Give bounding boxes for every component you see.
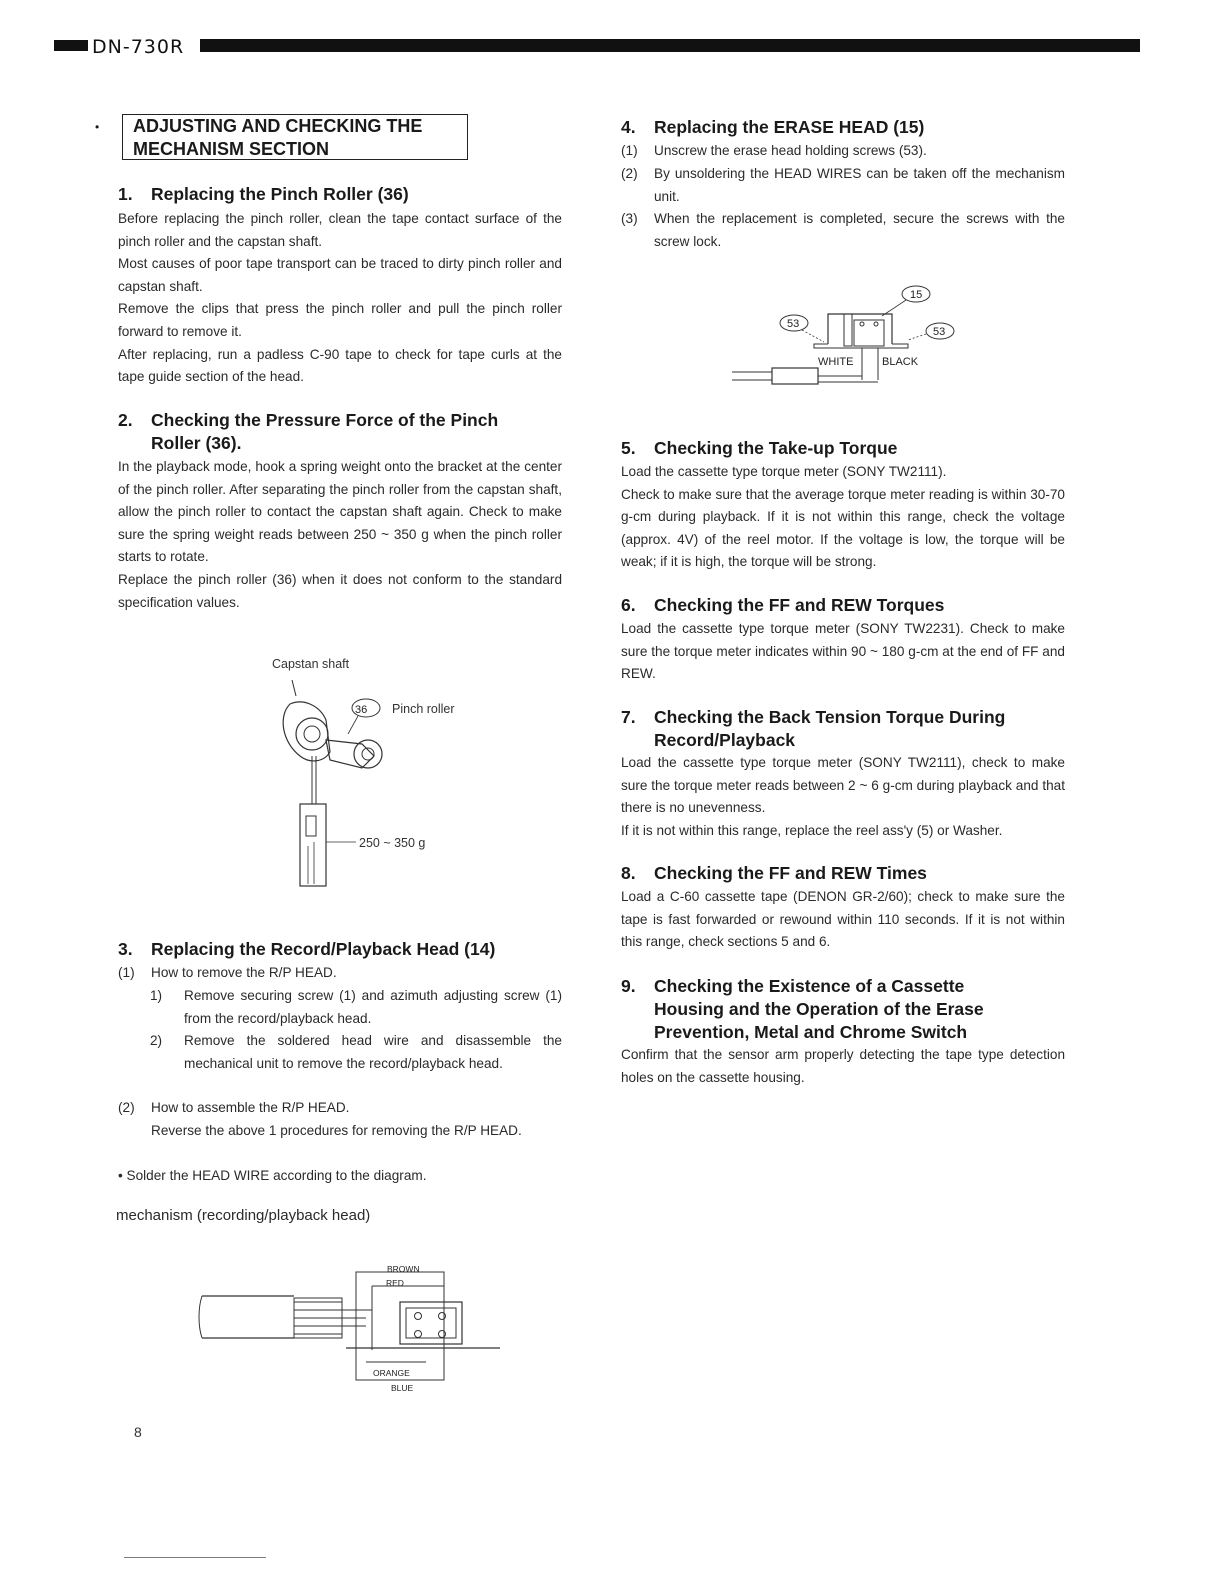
s6-para: Load the cassette type torque meter (SONY TW2231). Check to make sure the torque meter indicates within 90 ~ 180 g-cm at the end of FF and REW. (621, 621, 1065, 682)
spring-weight-label: 250 ~ 350 g (359, 836, 426, 850)
s7-body (621, 752, 1065, 842)
s4-item-2 (621, 163, 1065, 208)
s3-item-1a (150, 985, 562, 1030)
s3-diagram-caption: mechanism (recording/playback head) (116, 1207, 371, 1224)
s1-para: Before replacing the pinch roller, clean the tape contact surface of the pinch roller and the capstan shaft. (118, 211, 562, 249)
model-name: DN-730R (92, 36, 185, 58)
s6-title: Checking the FF and REW Torques (654, 595, 945, 615)
wire-white-label: WHITE (818, 356, 854, 368)
wire-black-label: BLACK (882, 356, 919, 368)
s2-title-line1: Checking the Pressure Force of the Pinch (151, 410, 499, 430)
s4-item-3 (621, 208, 1065, 253)
pinch-roller-label: Pinch roller (392, 702, 455, 716)
s3-item-1a-number: 1) (150, 988, 163, 1003)
s3-item-1b-text: Remove the soldered head wire and disassemble the mechanical unit to remove the record/playback head. (184, 1033, 562, 1071)
part-36-callout: 36 (355, 704, 368, 716)
head-wiring-diagram (196, 1272, 506, 1384)
s7-title-line1: Checking the Back Tension Torque During (654, 707, 1006, 727)
s4-item-2-text: By unsoldering the HEAD WIRES can be taken off the mechanism unit. (654, 166, 1065, 204)
s3-item-1a-text: Remove securing screw (1) and azimuth adjusting screw (1) from the record/playback head. (184, 988, 562, 1026)
bullet-mark: • (95, 120, 100, 134)
s4-item-3-text: When the replacement is completed, secure the screws with the screw lock. (654, 211, 1065, 249)
wire-red-label: RED (386, 1278, 404, 1288)
s9-title-line2: Housing and the Operation of the Erase (654, 999, 984, 1019)
s3-item-1 (118, 962, 562, 985)
s1-para: After replacing, run a padless C-90 tape to check for tape curls at the tape guide section of the head. (118, 346, 562, 385)
s5-number: 5. (621, 438, 636, 458)
s9-heading (621, 975, 1065, 1044)
s3-heading (118, 938, 562, 961)
s5-para2: Check to make sure that the average torque meter reading is within 30-70 g-cm during playback. If it is not within this range, check the voltage (approx. 4V) of the reel motor. If the voltage is low, the torque will be weak; if it is high, the torque will be strong. (621, 486, 1065, 570)
s7-title-line2: Record/Playback (654, 730, 796, 750)
part-53-callout-right: 53 (933, 326, 946, 338)
s9-title-line3: Prevention, Metal and Chrome Switch (654, 1022, 968, 1042)
s3-item-2 (118, 1097, 562, 1142)
s4-title: Replacing the ERASE HEAD (15) (654, 117, 925, 137)
s2-title-line2: Roller (36). (151, 433, 242, 453)
s4-item-1-number: (1) (621, 143, 638, 158)
footer-rule (124, 1557, 266, 1558)
s5-title: Checking the Take-up Torque (654, 438, 898, 458)
s1-para: Most causes of poor tape transport can be traced to dirty pinch roller and capstan shaft. (118, 256, 562, 294)
s3-item-2a-text: Reverse the above 1 procedures for removing the R/P HEAD. (151, 1122, 522, 1138)
erase-head-diagram (732, 284, 972, 388)
part-15-callout: 15 (910, 289, 923, 301)
s4-item-3-number: (3) (621, 211, 638, 226)
s4-item-2-number: (2) (621, 166, 638, 181)
s6-number: 6. (621, 595, 636, 615)
s2-body (118, 456, 562, 614)
s2-heading (118, 409, 562, 455)
s1-body (118, 208, 562, 389)
s5-heading (621, 437, 1065, 460)
s2-para2: Replace the pinch roller (36) when it does not conform to the standard specification values. (118, 571, 562, 610)
s3-item-1-number: (1) (118, 965, 135, 980)
s3-title: Replacing the Record/Playback Head (14) (151, 939, 496, 959)
header-block (54, 40, 88, 51)
s5-body (621, 461, 1065, 574)
s2-number: 2. (118, 410, 133, 430)
s7-para2: If it is not within this range, replace the reel ass'y (5) or Washer. (621, 822, 1003, 838)
wire-blue-label: BLUE (391, 1383, 414, 1393)
header-rule (200, 39, 1140, 52)
s3-solder-note: • Solder the HEAD WIRE according to the diagram. (118, 1168, 427, 1183)
s4-number: 4. (621, 117, 636, 137)
s1-heading (118, 183, 562, 206)
s3-item-2-number: (2) (118, 1100, 135, 1115)
s1-title: Replacing the Pinch Roller (36) (151, 184, 409, 204)
s7-number: 7. (621, 707, 636, 727)
s6-heading (621, 594, 1065, 617)
s3-number: 3. (118, 939, 133, 959)
s3-item-1-text: How to remove the R/P HEAD. (151, 965, 337, 980)
part-53-callout-left: 53 (787, 318, 800, 330)
s5-para1: Load the cassette type torque meter (SONY TW2111). (621, 464, 947, 479)
s3-item-2-text: How to assemble the R/P HEAD. (151, 1100, 350, 1115)
s9-para: Confirm that the sensor arm properly detecting the tape type detection holes on the cassette housing. (621, 1047, 1065, 1085)
page-number: 8 (134, 1424, 142, 1440)
s3-item-1b (150, 1030, 562, 1075)
s2-para1: In the playback mode, hook a spring weight onto the bracket at the center of the pinch roller. After separating the pinch roller from the capstan shaft, allow the pinch roller to contact the capstan shaft again. Check to make sure the spring weight reads between 250 ~ 350 g when the pinch roller starts to rotate. (118, 459, 562, 565)
s1-number: 1. (118, 184, 133, 204)
s8-heading (621, 862, 1065, 885)
section-title-line2: MECHANISM SECTION (133, 139, 330, 159)
wire-orange-label: ORANGE (373, 1368, 410, 1378)
s1-para: Remove the clips that press the pinch roller and pull the pinch roller forward to remove it. (118, 301, 562, 339)
wire-brown-label: BROWN (387, 1264, 420, 1274)
s9-number: 9. (621, 976, 636, 996)
s8-para: Load a C-60 cassette tape (DENON GR-2/60); check to make sure the tape is fast forwarded or rewound within 110 seconds. If it is not within this range, check sections 5 and 6. (621, 889, 1065, 950)
capstan-shaft-label: Capstan shaft (272, 657, 350, 671)
s3-item-1b-number: 2) (150, 1033, 163, 1048)
s4-item-1 (621, 140, 1065, 163)
s8-number: 8. (621, 863, 636, 883)
s4-item-1-text: Unscrew the erase head holding screws (53). (654, 143, 927, 158)
s9-title-line1: Checking the Existence of a Cassette (654, 976, 965, 996)
section-title-box (122, 114, 468, 160)
s7-para1: Load the cassette type torque meter (SONY TW2111), check to make sure the torque meter reads between 2 ~ 6 g-cm during playback and that there is no unevenness. (621, 755, 1065, 816)
s7-heading (621, 706, 1065, 752)
s8-title: Checking the FF and REW Times (654, 863, 927, 883)
s4-heading (621, 116, 1065, 139)
section-title-line1: ADJUSTING AND CHECKING THE (133, 116, 423, 136)
pinch-roller-diagram (270, 676, 420, 896)
